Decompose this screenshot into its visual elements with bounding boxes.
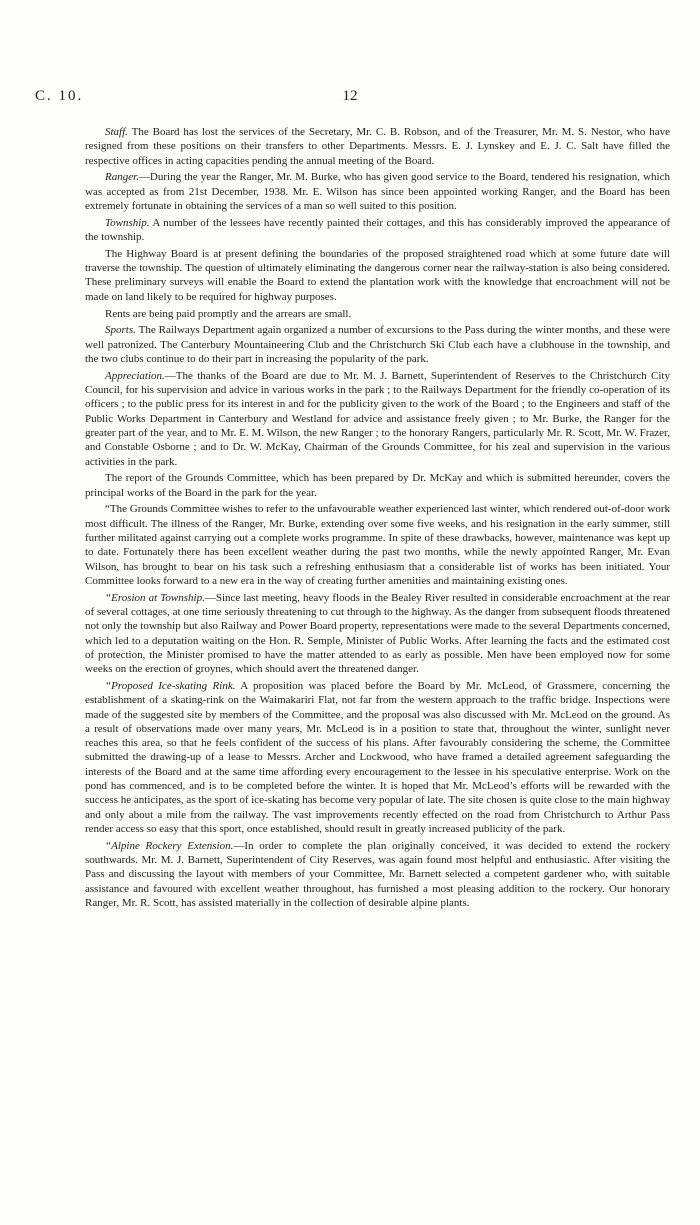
- paragraph-appreciation: [85, 369, 670, 469]
- paragraph-rents: [85, 307, 670, 321]
- document-reference: C. 10.: [35, 88, 84, 104]
- paragraph-text: A number of the lessees have recently painted their cottages, and this has considerably improved the appearance of the township.: [85, 216, 670, 244]
- paragraph-alpine-rockery: [85, 839, 670, 910]
- paragraph-staff: [85, 125, 670, 168]
- paragraph-text: The Board has lost the services of the Secretary, Mr. C. B. Robson, and of the Treasurer, Mr. M. S. Nestor, who have resigned from these positions on their transfers to other Departments. Messrs. E. J. Lynskey and E. J. C. Salt have filled the respective offices in acting capacities pending the annual meeting of the Board.: [85, 126, 670, 167]
- paragraph-text: —During the year the Ranger, Mr. M. Burke, who has given good service to the Board, tendered his resignation, which was accepted as from 21st December, 1938. Mr. E. Wilson has since been appointed working Ranger, and the Board has been extremely fortunate in obtaining the services of a man so well suited to this position.: [85, 171, 670, 212]
- paragraph-heading: “Proposed Ice-skating Rink.: [105, 679, 236, 692]
- paragraph-ice-skating-rink: [85, 679, 670, 836]
- paragraph-highway-board: [85, 247, 670, 304]
- paragraph-text: The Highway Board is at present defining the boundaries of the proposed straightened road which at some future date will traverse the township. The question of ultimately eliminating the dangerous corner near the railway-station is also being considered. These preliminary surveys will enable the Board to extend the plantation work with the knowledge that encroachment will not be made on land likely to be required for highway purposes.: [85, 247, 670, 303]
- paragraph-heading: Sports.: [105, 324, 136, 337]
- paragraph-sports: [85, 323, 670, 366]
- paragraph-heading: “Alpine Rockery Extension.: [105, 839, 234, 852]
- page-header: [35, 88, 665, 108]
- paragraph-heading: Appreciation.: [105, 369, 165, 382]
- paragraph-heading: “Erosion at Township.: [105, 591, 205, 604]
- paragraph-heading: Township.: [105, 216, 150, 229]
- paragraph-grounds-report: [85, 471, 670, 500]
- paragraph-township: [85, 216, 670, 245]
- paragraph-text: —In order to complete the plan originally conceived, it was decided to extend the rockery southwards. Mr. M. J. Barnett, Superintendent of City Reserves, was again found most helpful and enthusiastic. After visiting the Pass and discussing the layout with members of your Committee, Mr. Barnett selected a competent gardener who, with suitable assistance and favoured with excellent weather throughout, has furnished a most pleasing addition to the rockery. Our honorary Ranger, Mr. R. Scott, has assisted materially in the collection of desirable alpine plants.: [85, 839, 670, 909]
- paragraph-erosion: [85, 591, 670, 677]
- paragraph-text: A proposition was placed before the Board by Mr. McLeod, of Grassmere, concerning the establishment of a skating-rink on the Waimakariri Flat, not far from the western approach to the traffic bridge. Inspections were made of the suggested site by members of the Committee, and the proposal was also discussed with Mr. McLeod on the ground. As a result of observations made over many years, Mr. McLeod is in a position to state that, throughout the winter, sunlight never reaches this area, so that he feels confident of the success of his plans. After favourably considering the scheme, the Committee submitted the drawing-up of a lease to Messrs. Archer and Lockwood, who have framed a detailed agreement safeguarding the interests of the Board and at the same time affording every encouragement to the lessee in his speculative enterprise. Work on the pond has commenced, and is to be completed before the winter. It is hoped that Mr. McLeod’s efforts will be rewarded with the success he anticipates, as the sport of ice-skating has become very popular of late. The site chosen is quite close to the main highway and only about a mile from the railway. The vast improvements recently effected on the road from Christchurch to Arthur Pass render access so easy that this sport, once established, should result in greatly increased publicity of the park.: [85, 679, 670, 835]
- paragraph-text: The report of the Grounds Committee, which has been prepared by Dr. McKay and which is submitted hereunder, covers the principal works of the Board in the park for the year.: [85, 472, 670, 499]
- paragraph-ranger: [85, 170, 670, 213]
- paragraph-heading: Ranger.: [105, 171, 139, 184]
- paragraph-text: —The thanks of the Board are due to Mr. M. J. Barnett, Superintendent of Reserves to the Christchurch City Council, for his supervision and advice in various works in the park ; to the Railways Department for the friendly co-operation of its officers ; to the public press for its interest in and for the publicity given to the work of the Board ; to the Engineers and staff of the Public Works Department in Canterbury and Westland for advice and assistance freely given ; to Mr. Burke, the Ranger for the greater part of the year, and to Mr. E. M. Wilson, the new Ranger ; to the honorary Rangers, particularly Mr. R. Scott, Mr. W. Frazer, and Constable Osborne ; and to Dr. W. McKay, Chairman of the Grounds Committee, for his zeal and supervision in the various activities in the park.: [85, 369, 670, 468]
- paragraph-text: The Railways Department again organized a number of excursions to the Pass during the winter months, and these were well patronized. The Canterbury Mountaineering Club and the Christchurch Ski Club each have a clubhouse in the township, and the two clubs continue to do their part in increasing the popularity of the park.: [85, 324, 670, 365]
- paragraph-text: Rents are being paid promptly and the arrears are small.: [105, 307, 352, 320]
- paragraph-heading: Staff.: [105, 126, 128, 138]
- paragraph-text: —Since last meeting, heavy floods in the Bealey River resulted in considerable encroachment at the rear of several cottages, at one time seriously threatening to cut through to the highway. As the danger from subsequent floods threatened not only the township but also Railway and Power Board property, representations were made to the several Departments concerned, which led to a deputation waiting on the Hon. R. Semple, Minister of Public Works. After learning the facts and the estimated cost of protection, the Minister promised to have the matter attended to as early as possible. Men have been employed now for some weeks on the erection of groynes, which should avert the threatened danger.: [85, 591, 670, 676]
- report-body: [85, 125, 670, 913]
- paragraph-grounds-committee: [85, 502, 670, 588]
- page-number: 12: [342, 88, 358, 104]
- paragraph-text: “The Grounds Committee wishes to refer to the unfavourable weather experienced last winter, which rendered out-of-door work most difficult. The illness of the Ranger, Mr. Burke, extending over some five weeks, and his resignation in the early summer, still further militated against carrying out a complete works programme. In spite of these drawbacks, however, maintenance was kept up to date. Fortunately there has been excellent weather during the past two months, while the newly appointed Ranger, Mr. Evan Wilson, has brought to bear on his task such a refreshing enthusiasm that a considerable list of works has been initiated. Your Committee looks forward to a new era in the way of creating further amenities and maintaining existing ones.: [85, 503, 670, 587]
